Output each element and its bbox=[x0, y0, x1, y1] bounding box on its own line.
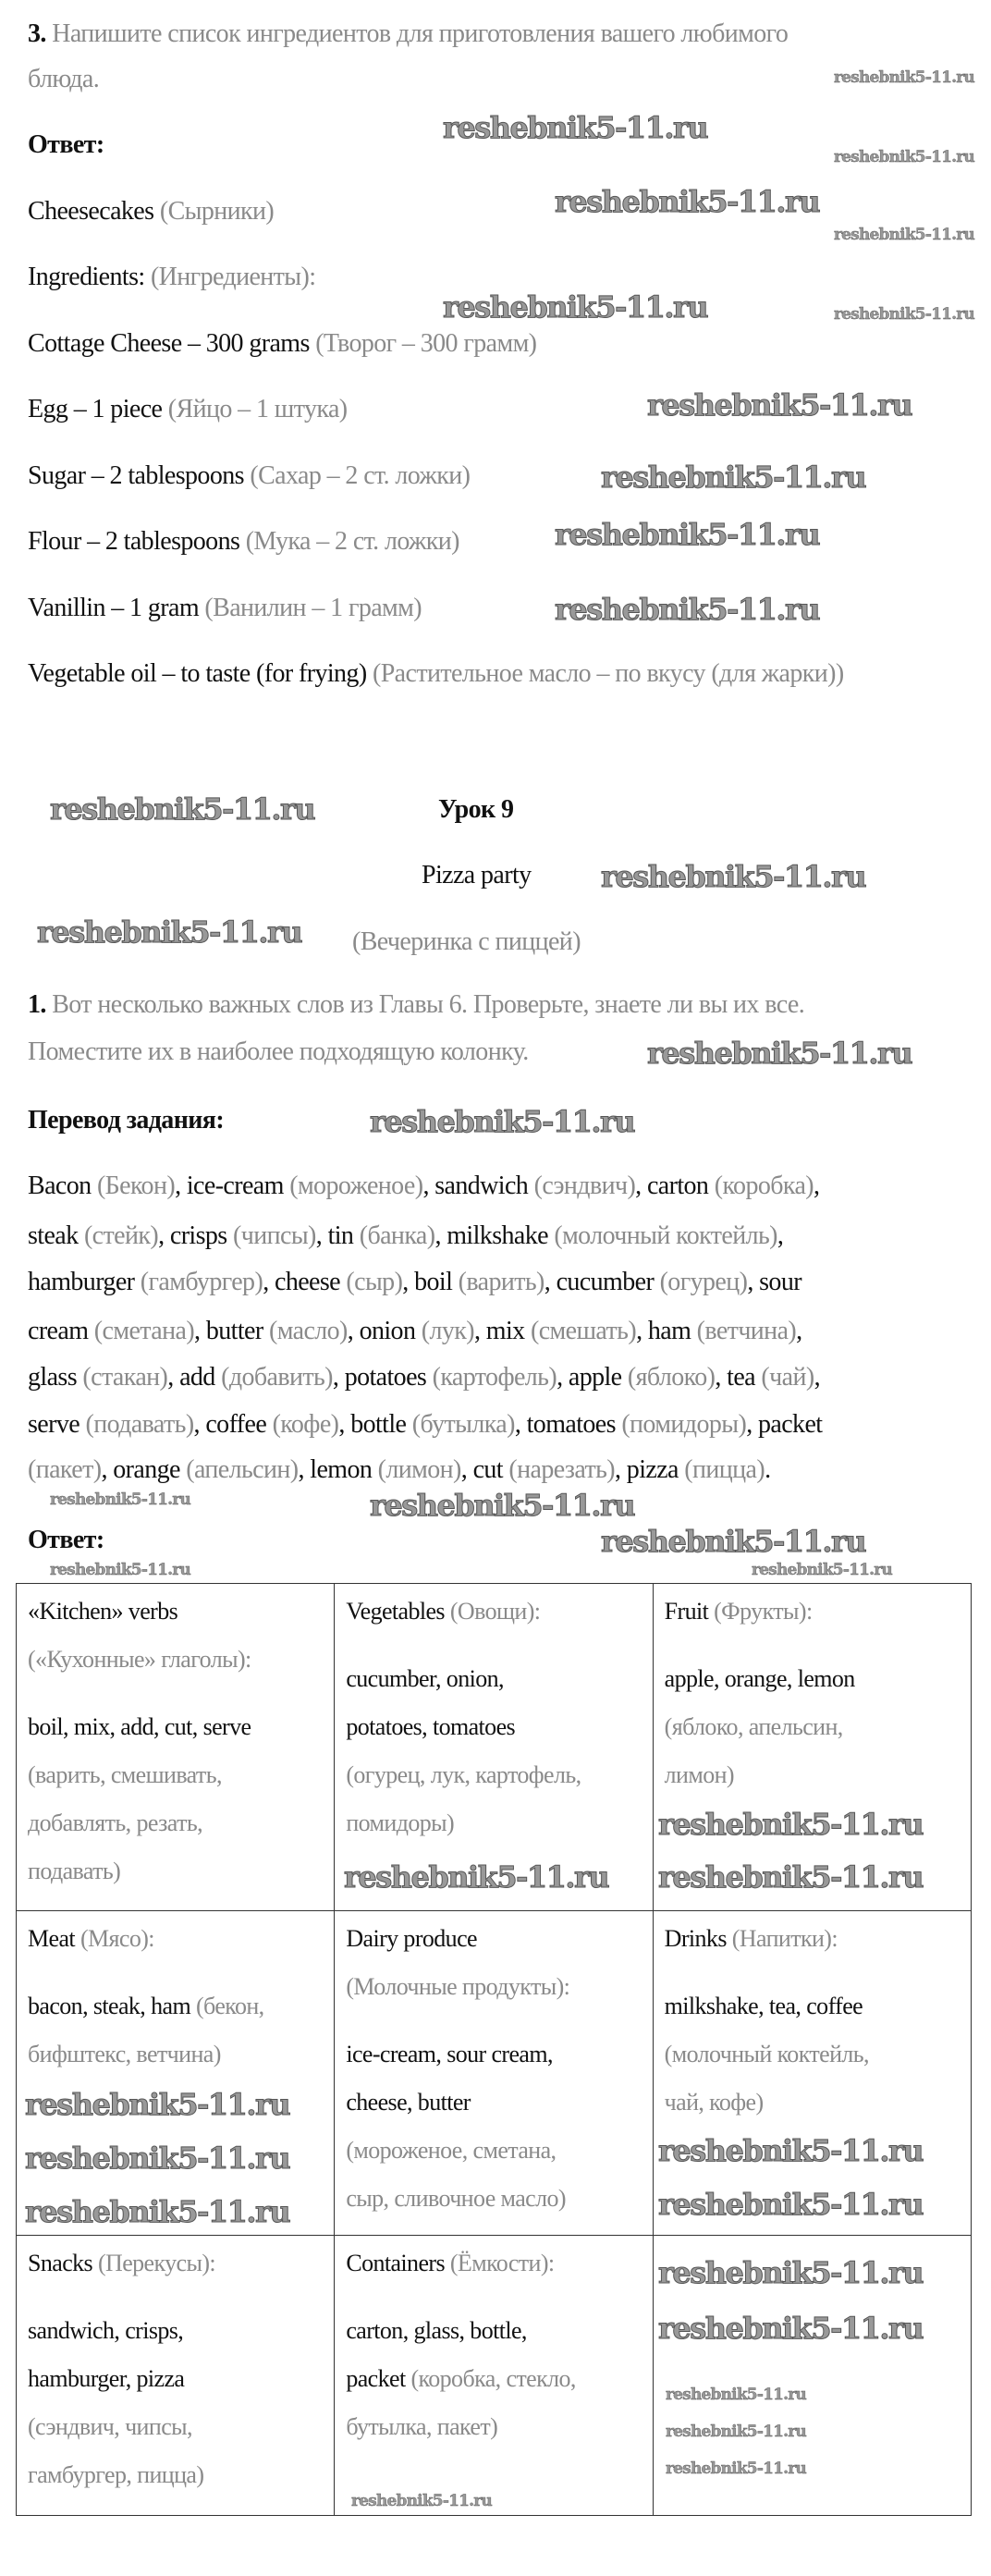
text: bacon, steak, ham bbox=[28, 1993, 196, 2019]
translation-text: (Перекусы): bbox=[97, 2250, 216, 2276]
text: Pizza party bbox=[422, 861, 532, 889]
cell-line bbox=[28, 1588, 326, 1636]
cell-line bbox=[346, 1588, 644, 1636]
task3-line2 bbox=[28, 64, 99, 95]
text: Dairy produce bbox=[346, 1925, 477, 1952]
text: , boil bbox=[402, 1268, 459, 1296]
words-line7 bbox=[28, 1454, 771, 1486]
watermark: reshebnik5-11.ru bbox=[601, 460, 866, 495]
lesson-subtitle bbox=[422, 860, 532, 891]
cell-heading bbox=[346, 1915, 644, 2011]
table-cell bbox=[335, 2236, 653, 2516]
ingredient-5 bbox=[28, 593, 422, 624]
translation-text: (картофель) bbox=[432, 1363, 557, 1392]
text: Ingredients: bbox=[28, 263, 151, 291]
answer-heading-2 bbox=[28, 1525, 104, 1556]
table-cell bbox=[17, 1584, 335, 1911]
cell-line bbox=[346, 2355, 644, 2403]
cell-line bbox=[665, 2079, 963, 2127]
text: carton, glass, bottle, bbox=[346, 2317, 527, 2344]
text: , mix bbox=[474, 1317, 531, 1345]
watermark: reshebnik5-11.ru bbox=[658, 1859, 924, 1895]
words-line6 bbox=[28, 1409, 822, 1441]
text: , bbox=[796, 1317, 802, 1345]
dish-name bbox=[28, 196, 274, 227]
watermark: reshebnik5-11.ru bbox=[658, 2133, 924, 2168]
cell-line bbox=[28, 2403, 326, 2451]
translation-text: (сэндвич) bbox=[533, 1171, 636, 1200]
watermark: reshebnik5-11.ru bbox=[601, 1524, 866, 1559]
cell-line bbox=[665, 1703, 963, 1751]
translation-text: (добавить) bbox=[221, 1363, 333, 1392]
cell-line bbox=[28, 1915, 326, 1963]
text: potatoes, tomatoes bbox=[346, 1713, 516, 1740]
cell-line bbox=[665, 1588, 963, 1636]
text: Egg – 1 piece bbox=[28, 395, 168, 423]
translation-text: Напишите список ингредиентов для приготовления вашего любимого bbox=[52, 19, 789, 48]
text: , butter bbox=[194, 1317, 269, 1345]
cell-line bbox=[346, 2239, 644, 2288]
text: Drinks bbox=[664, 1925, 732, 1952]
translation-text: гамбургер, пицца) bbox=[28, 2461, 204, 2488]
bold-text: Перевод задания: bbox=[28, 1106, 225, 1135]
translation-text: (варить, смешивать, bbox=[28, 1761, 222, 1788]
text: Vanillin – 1 gram bbox=[28, 594, 205, 622]
task1-line1 bbox=[28, 989, 804, 1021]
watermark: reshebnik5-11.ru bbox=[25, 2194, 290, 2229]
cell-line bbox=[346, 1751, 644, 1799]
cell-body bbox=[28, 2307, 326, 2499]
text: , crisps bbox=[158, 1221, 234, 1250]
translation-text: (коробка, стекло, bbox=[410, 2365, 576, 2392]
translation-text: (сыр) bbox=[346, 1268, 403, 1296]
table-cell bbox=[17, 2236, 335, 2516]
cell-heading bbox=[28, 2239, 326, 2288]
words-line4 bbox=[28, 1316, 802, 1347]
text: hamburger bbox=[28, 1268, 141, 1296]
translation-text: (пицца) bbox=[684, 1455, 765, 1484]
text: , bottle bbox=[338, 1410, 412, 1439]
text: Meat bbox=[28, 1925, 80, 1952]
text: , sour bbox=[747, 1268, 801, 1296]
text: apple, orange, lemon bbox=[664, 1665, 855, 1692]
watermark: reshebnik5-11.ru bbox=[601, 859, 866, 894]
translation-text: (огурец) bbox=[659, 1268, 748, 1296]
watermark: reshebnik5-11.ru bbox=[555, 184, 820, 219]
translation-text: блюда. bbox=[28, 65, 100, 93]
translation-text: (Ванилин – 1 грамм) bbox=[204, 594, 422, 622]
ingredient-3 bbox=[28, 460, 470, 492]
text: , onion bbox=[347, 1317, 422, 1345]
ingredient-1 bbox=[28, 328, 536, 360]
cell-line bbox=[28, 2307, 326, 2355]
cell-body bbox=[665, 1655, 963, 1799]
text: Cottage Cheese – 300 grams bbox=[28, 329, 316, 358]
cell-line bbox=[346, 1655, 644, 1703]
translation-text: (Фрукты): bbox=[714, 1598, 813, 1625]
text: , coffee bbox=[193, 1410, 273, 1439]
bold-text: Урок 9 bbox=[438, 795, 514, 824]
cell-line bbox=[346, 1963, 644, 2011]
text: , ice-cream bbox=[175, 1171, 290, 1200]
watermark: reshebnik5-11.ru bbox=[752, 1561, 892, 1579]
text: , potatoes bbox=[332, 1363, 433, 1392]
translation-text: (молочный коктейль) bbox=[554, 1221, 777, 1250]
watermark: reshebnik5-11.ru bbox=[647, 387, 912, 423]
watermark: reshebnik5-11.ru bbox=[666, 2459, 806, 2478]
watermark: reshebnik5-11.ru bbox=[666, 2423, 806, 2441]
text: , packet bbox=[746, 1410, 823, 1439]
translation-text: (яблоко, апельсин, bbox=[664, 1713, 843, 1740]
translation-text: (бутылка) bbox=[411, 1410, 515, 1439]
translation-text: (Сахар – 2 ст. ложки) bbox=[250, 461, 471, 490]
text: serve bbox=[28, 1410, 86, 1439]
watermark: reshebnik5-11.ru bbox=[658, 1807, 924, 1842]
cell-body bbox=[346, 2307, 644, 2451]
translation-text: («Кухонные» глаголы): bbox=[28, 1646, 251, 1673]
text: boil, mix, add, cut, serve bbox=[28, 1713, 251, 1740]
translation-text: (банка) bbox=[359, 1221, 435, 1250]
cell-heading bbox=[28, 1588, 326, 1684]
text: packet bbox=[346, 2365, 411, 2392]
translation-text: добавлять, резать, bbox=[28, 1809, 202, 1836]
translation-text: (мороженое) bbox=[289, 1171, 423, 1200]
text: Sugar – 2 tablespoons bbox=[28, 461, 251, 490]
lesson-subtitle-translation bbox=[352, 926, 581, 958]
translation-text: (смешать) bbox=[530, 1317, 637, 1345]
watermark: reshebnik5-11.ru bbox=[50, 1561, 190, 1579]
bold-text: 3. bbox=[28, 19, 53, 48]
translation-text: (помидоры) bbox=[621, 1410, 747, 1439]
watermark: reshebnik5-11.ru bbox=[834, 148, 974, 166]
translation-text: (Сырники) bbox=[159, 197, 275, 226]
translation-text: бифштекс, ветчина) bbox=[28, 2041, 221, 2067]
translation-text: лимон) bbox=[664, 1761, 734, 1788]
text: «Kitchen» verbs bbox=[28, 1598, 178, 1625]
text: Flour – 2 tablespoons bbox=[28, 527, 246, 556]
text: , orange bbox=[101, 1455, 187, 1484]
translation-text: (масло) bbox=[268, 1317, 348, 1345]
translation-text: (Ингредиенты): bbox=[150, 263, 316, 291]
translation-text: (Мясо): bbox=[80, 1925, 154, 1952]
cell-line bbox=[665, 1915, 963, 1963]
cell-line bbox=[346, 2175, 644, 2223]
watermark: reshebnik5-11.ru bbox=[370, 1104, 635, 1139]
translation-text: (чипсы) bbox=[233, 1221, 316, 1250]
translation-text: (Молочные продукты): bbox=[346, 1973, 570, 2000]
words-line1 bbox=[28, 1171, 819, 1202]
text: , cut bbox=[460, 1455, 509, 1484]
cell-line bbox=[28, 1982, 326, 2030]
cell-heading bbox=[665, 1588, 963, 1636]
translation-text: (ветчина) bbox=[696, 1317, 797, 1345]
table-cell bbox=[17, 1911, 335, 2236]
text: cucumber, onion, bbox=[346, 1665, 504, 1692]
translation-text: (лимон) bbox=[377, 1455, 461, 1484]
translation-text: (Овощи): bbox=[449, 1598, 541, 1625]
cell-line bbox=[665, 2030, 963, 2079]
table-cell bbox=[335, 1911, 653, 2236]
translation-text: (варить) bbox=[458, 1268, 544, 1296]
text: , milkshake bbox=[434, 1221, 555, 1250]
watermark: reshebnik5-11.ru bbox=[555, 592, 820, 627]
text: Vegetables bbox=[346, 1598, 450, 1625]
watermark: reshebnik5-11.ru bbox=[37, 914, 302, 950]
translation-text: (молочный коктейль, bbox=[664, 2041, 869, 2067]
ingredient-6 bbox=[28, 658, 844, 690]
watermark: reshebnik5-11.ru bbox=[834, 68, 974, 87]
cell-line bbox=[28, 1636, 326, 1684]
cell-line bbox=[346, 1799, 644, 1847]
translation-text: (апельсин) bbox=[186, 1455, 299, 1484]
text: , apple bbox=[557, 1363, 628, 1392]
translation-text: (чай) bbox=[761, 1363, 814, 1392]
translation-text: (сметана) bbox=[93, 1317, 195, 1345]
ingredient-4 bbox=[28, 526, 459, 558]
watermark: reshebnik5-11.ru bbox=[351, 2492, 492, 2510]
cell-body bbox=[665, 1982, 963, 2127]
watermark: reshebnik5-11.ru bbox=[834, 226, 974, 244]
text: , carton bbox=[635, 1171, 715, 1200]
translation-text: (коробка) bbox=[714, 1171, 814, 1200]
cell-line bbox=[346, 2030, 644, 2079]
ingredients-heading bbox=[28, 262, 315, 293]
cell-line bbox=[346, 2403, 644, 2451]
text: , add bbox=[167, 1363, 222, 1392]
cell-line bbox=[346, 2079, 644, 2127]
watermark: reshebnik5-11.ru bbox=[647, 1036, 912, 1071]
text: , cheese bbox=[263, 1268, 347, 1296]
watermark: reshebnik5-11.ru bbox=[443, 289, 708, 325]
translation-text: (гамбургер) bbox=[140, 1268, 263, 1296]
text: glass bbox=[28, 1363, 83, 1392]
watermark: reshebnik5-11.ru bbox=[370, 1488, 635, 1523]
bold-text: 1. bbox=[28, 990, 53, 1019]
cell-line bbox=[665, 1655, 963, 1703]
cell-body bbox=[28, 1982, 326, 2079]
cell-line bbox=[28, 2451, 326, 2499]
text: milkshake, tea, coffee bbox=[664, 1993, 863, 2019]
text: Bacon bbox=[28, 1171, 97, 1200]
watermark: reshebnik5-11.ru bbox=[25, 2087, 290, 2122]
bold-text: Ответ: bbox=[28, 130, 104, 159]
cell-line bbox=[346, 2127, 644, 2175]
translation-text: (пакет) bbox=[28, 1455, 102, 1484]
words-line2 bbox=[28, 1221, 783, 1252]
translation-text: (бекон, bbox=[195, 1993, 264, 2019]
cell-body bbox=[346, 2030, 644, 2223]
text: hamburger, pizza bbox=[28, 2365, 185, 2392]
food-categories-table bbox=[16, 1583, 972, 2516]
text: , bbox=[814, 1363, 820, 1392]
cell-line bbox=[346, 1703, 644, 1751]
text: , bbox=[777, 1221, 784, 1250]
text: Snacks bbox=[28, 2250, 98, 2276]
cell-heading bbox=[665, 1915, 963, 1963]
watermark: reshebnik5-11.ru bbox=[25, 2141, 290, 2176]
translation-text: (нарезать) bbox=[508, 1455, 615, 1484]
cell-line bbox=[28, 1751, 326, 1799]
translation-text: (Ёмкости): bbox=[449, 2250, 555, 2276]
text: sandwich, crisps, bbox=[28, 2317, 184, 2344]
cell-body bbox=[346, 1655, 644, 1847]
answer-heading-1 bbox=[28, 129, 104, 161]
translation-text: (Бекон) bbox=[96, 1171, 176, 1200]
translation-text: чай, кофе) bbox=[664, 2089, 764, 2116]
lesson-title bbox=[438, 794, 513, 826]
text: , pizza bbox=[615, 1455, 685, 1484]
translation-text: (подавать) bbox=[85, 1410, 194, 1439]
translation-text: (Напитки): bbox=[731, 1925, 838, 1952]
cell-line bbox=[28, 1799, 326, 1847]
text: , lemon bbox=[298, 1455, 378, 1484]
bold-text: Ответ: bbox=[28, 1526, 104, 1554]
cell-body bbox=[28, 1703, 326, 1895]
text: Cheesecakes bbox=[28, 197, 160, 226]
watermark: reshebnik5-11.ru bbox=[344, 1859, 609, 1895]
translation-text: Поместите их в наиболее подходящую колонку. bbox=[28, 1037, 529, 1066]
cell-heading bbox=[28, 1915, 326, 1963]
cell-line bbox=[665, 1751, 963, 1799]
text: Vegetable oil – to taste (for frying) bbox=[28, 659, 373, 688]
cell-heading bbox=[346, 1588, 644, 1636]
watermark: reshebnik5-11.ru bbox=[50, 1490, 190, 1509]
translation-text: (Растительное масло – по вкусу (для жарки)) bbox=[372, 659, 844, 688]
translation-text: (Вечеринка с пиццей) bbox=[352, 927, 581, 956]
translation-text: (огурец, лук, картофель, bbox=[346, 1761, 581, 1788]
text: , tea bbox=[715, 1363, 762, 1392]
watermark: reshebnik5-11.ru bbox=[50, 791, 315, 827]
cell-line bbox=[28, 1703, 326, 1751]
cell-heading bbox=[346, 2239, 644, 2288]
watermark: reshebnik5-11.ru bbox=[666, 2386, 806, 2404]
cell-line bbox=[665, 1982, 963, 2030]
text: , ham bbox=[636, 1317, 697, 1345]
translation-text: (стейк) bbox=[83, 1221, 159, 1250]
translation-text: помидоры) bbox=[346, 1809, 455, 1836]
words-line3 bbox=[28, 1267, 801, 1298]
text: Containers bbox=[346, 2250, 450, 2276]
translation-text: Вот несколько важных слов из Главы 6. Проверьте, знаете ли вы их все. bbox=[52, 990, 805, 1019]
cell-line bbox=[28, 2239, 326, 2288]
text: steak bbox=[28, 1221, 84, 1250]
text: ice-cream, sour cream, bbox=[346, 2041, 553, 2067]
ingredient-2 bbox=[28, 394, 348, 425]
translation-text: (яблоко) bbox=[627, 1363, 716, 1392]
translation-heading bbox=[28, 1105, 224, 1136]
translation-text: (Мука – 2 ст. ложки) bbox=[245, 527, 459, 556]
watermark: reshebnik5-11.ru bbox=[658, 2255, 924, 2290]
text: , bbox=[814, 1171, 820, 1200]
task1-line2 bbox=[28, 1037, 529, 1068]
translation-text: (лук) bbox=[421, 1317, 474, 1345]
watermark: reshebnik5-11.ru bbox=[834, 305, 974, 324]
cell-line bbox=[28, 2355, 326, 2403]
translation-text: (Яйцо – 1 штука) bbox=[167, 395, 348, 423]
text: . bbox=[765, 1455, 771, 1484]
watermark: reshebnik5-11.ru bbox=[555, 517, 820, 552]
cell-line bbox=[346, 1915, 644, 1963]
cell-line bbox=[346, 2307, 644, 2355]
translation-text: (стакан) bbox=[82, 1363, 168, 1392]
text: , cucumber bbox=[544, 1268, 660, 1296]
text: , tin bbox=[315, 1221, 360, 1250]
translation-text: подавать) bbox=[28, 1858, 121, 1884]
translation-text: (мороженое, сметана, bbox=[346, 2137, 557, 2164]
words-line5 bbox=[28, 1362, 820, 1393]
text: , tomatoes bbox=[514, 1410, 622, 1439]
cell-line bbox=[28, 1847, 326, 1895]
text: cream bbox=[28, 1317, 94, 1345]
translation-text: (сэндвич, чипсы, bbox=[28, 2413, 192, 2440]
text: , sandwich bbox=[422, 1171, 534, 1200]
text: Fruit bbox=[664, 1598, 715, 1625]
text: cheese, butter bbox=[346, 2089, 471, 2116]
watermark: reshebnik5-11.ru bbox=[443, 110, 708, 145]
translation-text: (Творог – 300 грамм) bbox=[315, 329, 537, 358]
translation-text: бутылка, пакет) bbox=[346, 2413, 498, 2440]
translation-text: сыр, сливочное масло) bbox=[346, 2185, 566, 2212]
cell-line bbox=[28, 2030, 326, 2079]
task3-line1 bbox=[28, 18, 788, 50]
watermark: reshebnik5-11.ru bbox=[658, 2187, 924, 2222]
watermark: reshebnik5-11.ru bbox=[658, 2311, 924, 2346]
translation-text: (кофе) bbox=[272, 1410, 339, 1439]
